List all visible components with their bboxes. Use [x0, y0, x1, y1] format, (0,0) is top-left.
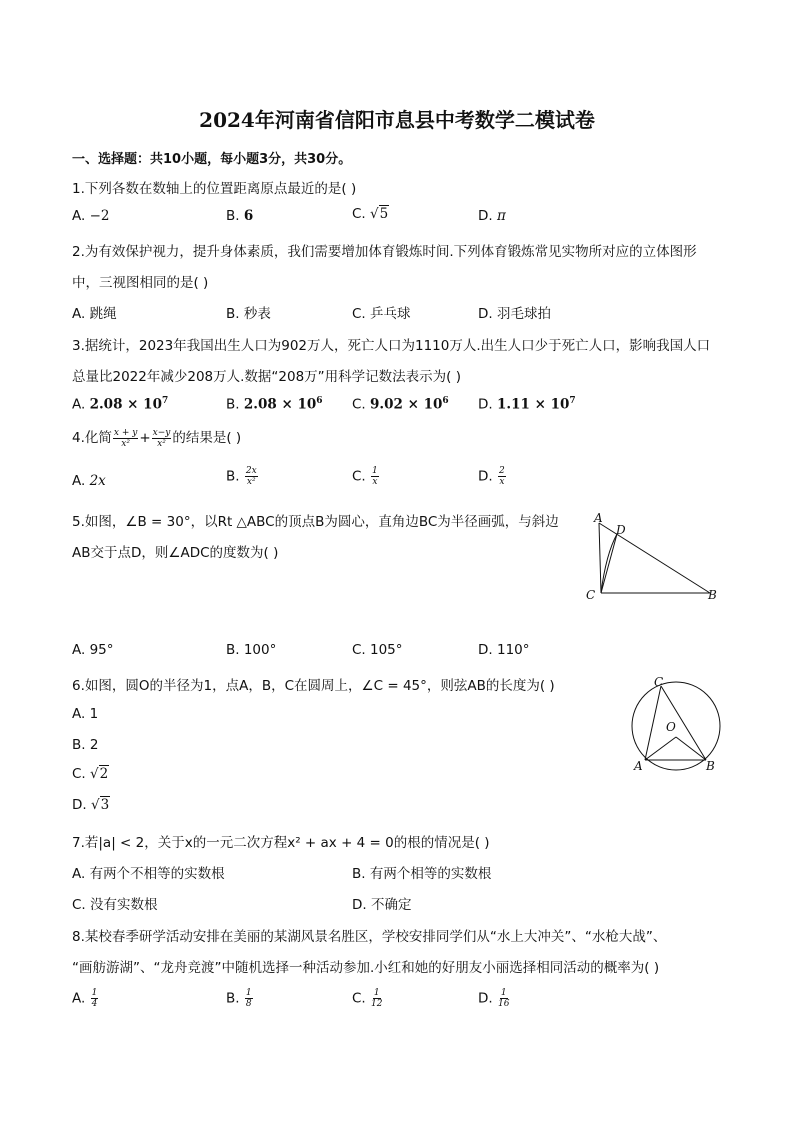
q1-option-c[interactable]: C. √5	[352, 206, 389, 222]
label-o: O	[666, 720, 676, 734]
question-3-line2: 总量比2022年减少208万人.数据“208万”用科学记数法表示为( )	[72, 369, 461, 385]
q3-option-c[interactable]: C. $9.02 \times 10^6$	[352, 396, 449, 413]
fraction-1: $\frac{x + y}{\text{x²}}$	[113, 427, 138, 449]
label-c: C	[586, 588, 596, 602]
question-6-text: 6.如图，圆O的半径为1，点A，B，C在圆周上，∠C = 45°，则弦AB的长度为( )	[72, 678, 555, 694]
q5-option-c[interactable]: C. 105°	[352, 642, 403, 658]
q8-option-b[interactable]: B. $\frac{1}{8}$	[226, 988, 252, 1009]
side-ac	[599, 523, 601, 593]
label-d: D	[616, 523, 626, 537]
q3-option-d[interactable]: D. $1.11 \times 10^7$	[478, 396, 576, 413]
page-title: 2024年河南省信阳市息县中考数学二模试卷	[199, 108, 595, 132]
q1-option-a[interactable]: A. −2	[72, 208, 110, 224]
q6-option-b[interactable]: B. 2	[72, 737, 99, 753]
q7-option-d[interactable]: D. 不确定	[352, 897, 412, 913]
q6-option-d[interactable]: D. √3	[72, 797, 110, 813]
question-2-line1: 2.为有效保护视力，提升身体素质，我们需要增加体育锻炼时间.下列体育锻炼常见实物所对应的立体图形	[72, 244, 697, 260]
question-5-line2: AB交于点D，则∠ADC的度数为( )	[72, 545, 279, 561]
question-4-text: 4.化简 $\frac{x + y}{\text{x²}}$ + $\frac{x-y}{\text{x²}}$ 的结果是( )	[72, 427, 242, 449]
question-8-line2: “画舫游湖”、“龙舟竞渡”中随机选择一种活动参加.小红和她的好朋友小丽选择相同活动的概率为( )	[72, 960, 660, 976]
q8-option-c[interactable]: C. $\frac{1}{12}$	[352, 988, 383, 1009]
q5-triangle-figure	[582, 508, 728, 604]
q4-option-b[interactable]: B. $\frac{2x}{\text{x²}}$	[226, 466, 257, 487]
section-heading: 一、选择题：共10小题，每小题3分，共30分。	[72, 152, 352, 167]
q2-option-a[interactable]: A. 跳绳	[72, 306, 117, 322]
q2-option-b[interactable]: B. 秒表	[226, 306, 271, 322]
label-a: A	[634, 759, 643, 773]
q6-option-c[interactable]: C. √2	[72, 766, 109, 782]
question-1-text: 1.下列各数在数轴上的位置距离原点最近的是( )	[72, 181, 357, 197]
q6-option-a[interactable]: A. 1	[72, 706, 99, 722]
label-b: B	[708, 588, 717, 602]
q3-option-a[interactable]: A. $2.08 \times 10^7$	[72, 396, 169, 413]
q4-option-a[interactable]: A. 2x	[72, 473, 106, 489]
q2-option-d[interactable]: D. 羽毛球拍	[478, 306, 551, 322]
question-3-line1: 3.据统计，2023年我国出生人口为902万人，死亡人口为1110万人.出生人口少于死亡人口，影响我国人口	[72, 338, 711, 354]
label-c: C	[654, 675, 664, 689]
sqrt-symbol: √5	[370, 206, 389, 222]
q4-option-d[interactable]: D. $\frac{2}{x}$	[478, 466, 505, 487]
question-7-text: 7.若|a| < 2，关于x的一元二次方程x² + ax + 4 = 0的根的情况是( )	[72, 835, 490, 851]
radius-ob	[676, 737, 706, 760]
question-5-line1: 5.如图，∠B = 30°，以Rt △ABC的顶点B为圆心，直角边BC为半径画弧，与斜边	[72, 514, 559, 530]
q7-option-a[interactable]: A. 有两个不相等的实数根	[72, 866, 225, 882]
q6-circle-figure	[626, 674, 730, 778]
q5-option-a[interactable]: A. 95°	[72, 642, 114, 658]
question-2-line2: 中，三视图相同的是( )	[72, 275, 209, 291]
q3-option-b[interactable]: B. $2.08 \times 10^6$	[226, 396, 323, 413]
q2-option-c[interactable]: C. 乒乓球	[352, 306, 411, 322]
fraction-2: $\frac{x-y}{\text{x²}}$	[152, 427, 171, 449]
label-b: B	[706, 759, 715, 773]
q5-option-d[interactable]: D. 110°	[478, 642, 530, 658]
q8-option-d[interactable]: D. $\frac{1}{16}$	[478, 988, 510, 1009]
q1-option-b[interactable]: B. 6	[226, 208, 254, 224]
segment-cd	[601, 534, 617, 593]
q7-option-b[interactable]: B. 有两个相等的实数根	[352, 866, 492, 882]
q1-option-d[interactable]: D. π	[478, 208, 506, 224]
chord-ca	[645, 686, 661, 760]
q8-option-a[interactable]: A. $\frac{1}{4}$	[72, 988, 98, 1009]
label-a: A	[594, 511, 603, 525]
q4-option-c[interactable]: C. $\frac{1}{x}$	[352, 466, 378, 487]
question-8-line1: 8.某校春季研学活动安排在美丽的某湖风景名胜区，学校安排同学们从“水上大冲关”、“水枪大战”、	[72, 929, 667, 945]
q5-option-b[interactable]: B. 100°	[226, 642, 277, 658]
q7-option-c[interactable]: C. 没有实数根	[72, 897, 158, 913]
